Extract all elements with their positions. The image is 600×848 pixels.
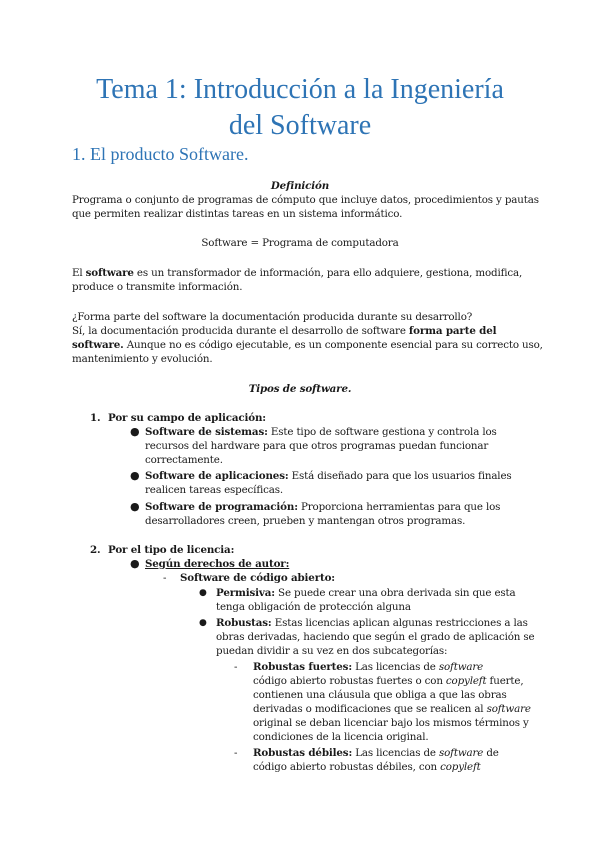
- debiles-line-2: código abierto robustas débiles, con copyleft: [253, 761, 481, 773]
- item-2-number: 2.: [90, 544, 101, 556]
- debiles-line-1: Robustas débiles: Las licencias de software de: [253, 747, 499, 759]
- bullet-icon: ●: [130, 557, 140, 570]
- robustas-line-2: obras derivadas, haciendo que según el grado de aplicación se: [216, 631, 535, 643]
- item-1-number: 1.: [90, 412, 101, 424]
- tipos-heading: Tipos de software.: [248, 383, 352, 395]
- software-sistemas-line-1: Software de sistemas: Este tipo de software gestiona y controla los: [145, 426, 497, 438]
- title-line-1: Tema 1: Introducción a la Ingeniería: [96, 74, 504, 105]
- definicion-line-2: que permiten realizar distintas tareas en un sistema informático.: [72, 208, 403, 220]
- transformador-line-2: produce o transmite información.: [72, 281, 243, 293]
- bullet-icon: ●: [130, 500, 140, 513]
- software-sistemas-line-2: recursos del hardware para que otros programas puedan funcionar: [145, 440, 489, 452]
- page-title: [60, 72, 540, 144]
- dash-icon: -: [234, 747, 238, 759]
- title-line-2: del Software: [228, 110, 372, 141]
- dash-icon: -: [234, 661, 238, 673]
- fuertes-line-2: código abierto robustas fuertes o con copyleft fuerte,: [253, 675, 524, 687]
- fuertes-line-1: Robustas fuertes: Las licencias de software: [253, 661, 484, 673]
- bullet-icon: ●: [130, 425, 140, 438]
- robustas-line-1: Robustas: Estas licencias aplican algunas restricciones a las: [216, 617, 528, 629]
- definicion-line-1: Programa o conjunto de programas de cómputo que incluye datos, procedimientos y pautas: [72, 194, 539, 206]
- bullet-icon: ●: [199, 618, 207, 628]
- dash-icon: -: [163, 572, 167, 584]
- bullet-icon: ●: [199, 588, 207, 598]
- software-aplicaciones-line-1: Software de aplicaciones: Está diseñado para que los usuarios finales: [145, 470, 512, 482]
- fuertes-line-4: derivadas o modificaciones que se realicen al software: [253, 703, 531, 715]
- question-line-4: mantenimiento y evolución.: [72, 353, 213, 365]
- robustas-line-3: puedan dividir a su vez en dos subcategorías:: [216, 645, 448, 657]
- permisiva-line-2: tenga obligación de protección alguna: [216, 601, 411, 613]
- fuertes-line-5: original se deban licenciar bajo los mismos términos y: [253, 717, 529, 729]
- item-1-label: Por su campo de aplicación:: [108, 412, 266, 424]
- item-2-label: Por el tipo de licencia:: [108, 544, 235, 556]
- software-programacion-line-1: Software de programación: Proporciona herramientas para que los: [145, 501, 501, 513]
- software-programacion-line-2: desarrolladores creen, prueben y mantengan otros programas.: [145, 515, 466, 527]
- fuertes-line-6: condiciones de la licencia original.: [253, 731, 429, 743]
- question-line-3: software. Aunque no es código ejecutable, es un componente esencial para su correcto uso,: [72, 339, 543, 351]
- permisiva-line-1: Permisiva: Se puede crear una obra derivada sin que esta: [216, 587, 516, 599]
- definicion-equation: Software = Programa de computadora: [201, 237, 399, 249]
- software-sistemas-line-3: correctamente.: [145, 454, 223, 466]
- bullet-icon: ●: [130, 469, 140, 482]
- definicion-heading: Definición: [270, 180, 330, 192]
- codigo-abierto-label: Software de código abierto:: [180, 572, 335, 584]
- section-heading: 1. El producto Software.: [72, 144, 249, 164]
- question-line-1: ¿Forma parte del software la documentación producida durante su desarrollo?: [72, 311, 473, 323]
- transformador-line-1: El software es un transformador de información, para ello adquiere, gestiona, modifica,: [72, 267, 523, 279]
- software-aplicaciones-line-2: realicen tareas específicas.: [145, 484, 283, 496]
- question-line-2: Sí, la documentación producida durante el desarrollo de software forma parte del: [72, 325, 497, 337]
- fuertes-line-3: contienen una cláusula que obliga a que las obras: [253, 689, 507, 701]
- derechos-autor-label: Según derechos de autor:: [145, 558, 290, 570]
